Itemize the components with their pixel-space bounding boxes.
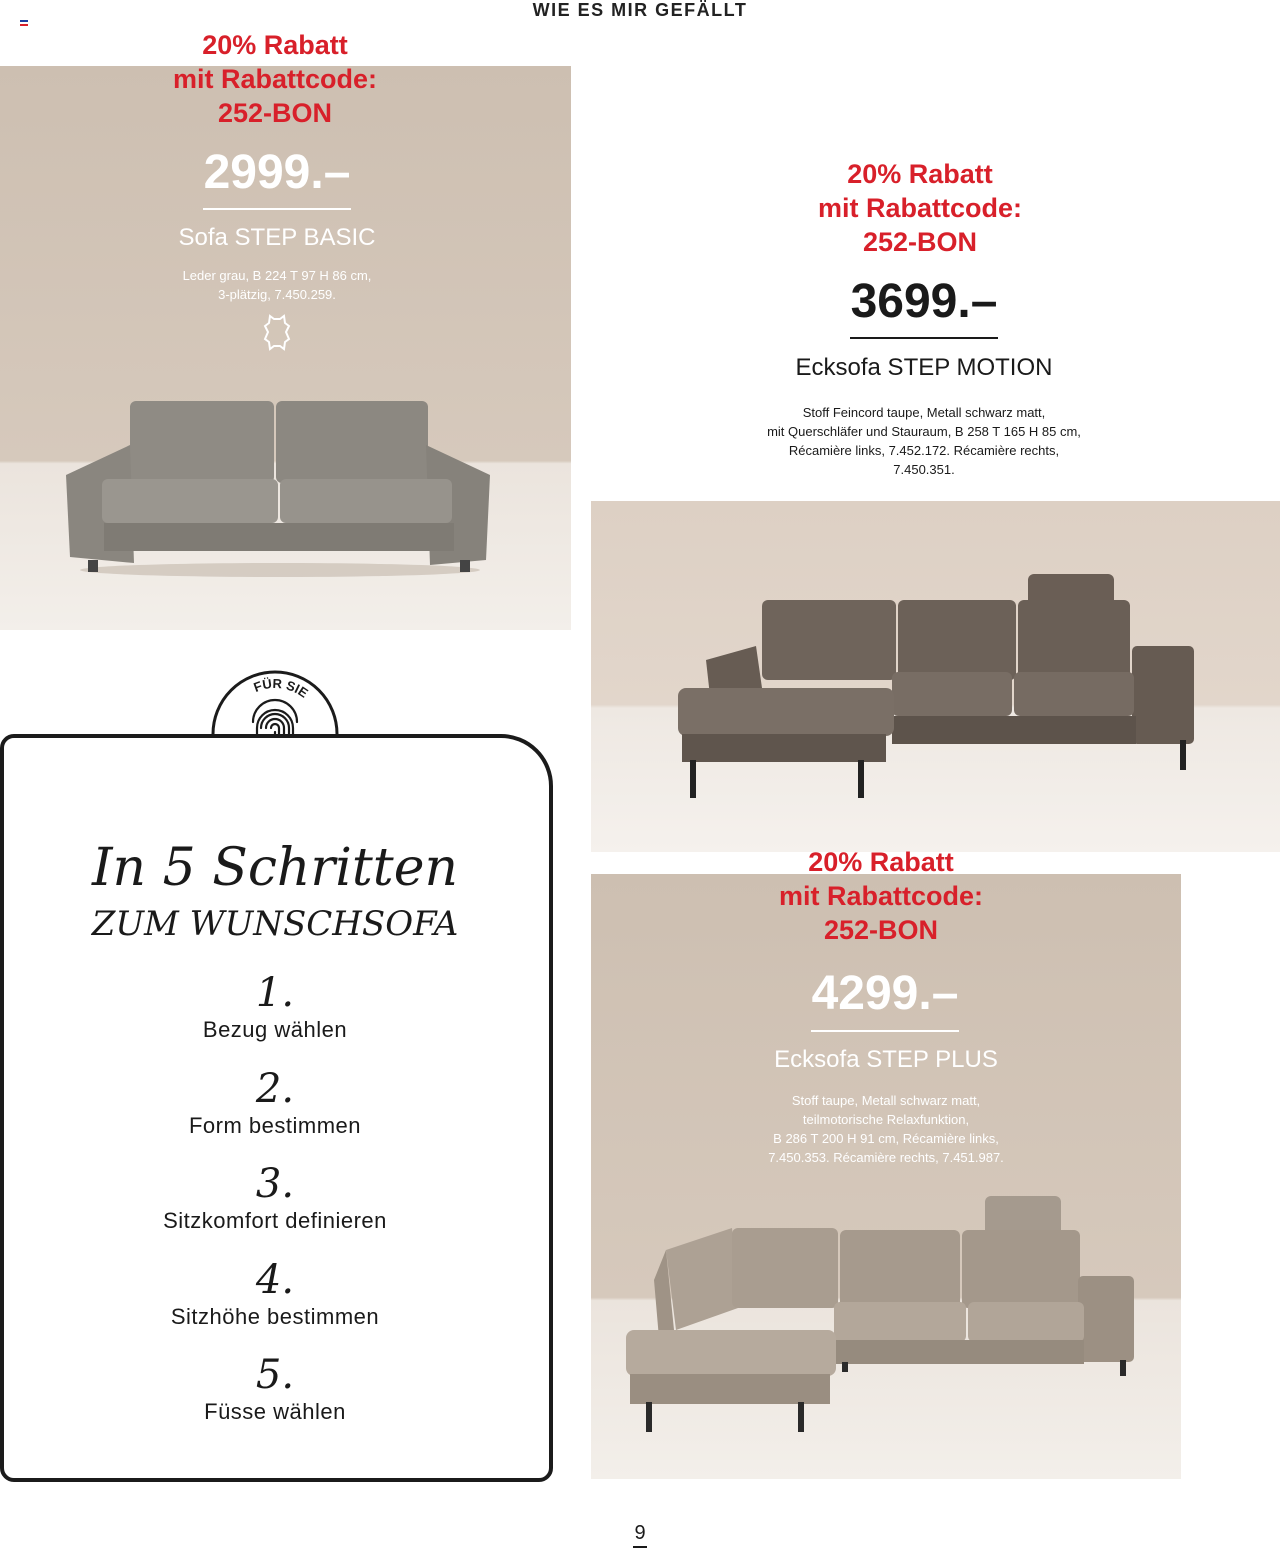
product-3-promo: 20% Rabatt mit Rabattcode: 252-BON (778, 847, 984, 945)
badge-line1: FÜR SIE (251, 675, 311, 701)
product-1-rule (203, 208, 351, 210)
product-2-price: 3699.– (850, 275, 998, 328)
steps-script-title: In 5 Schritten (92, 838, 458, 898)
step-1-label: Bezug wählen (202, 1017, 348, 1042)
product-3-name: Ecksofa STEP PLUS (774, 1046, 998, 1073)
product-1-desc: Leder grau, B 224 T 97 H 86 cm, 3-plätzig, 7.450.259. (182, 268, 372, 302)
step-1-number: 1. (255, 970, 295, 1016)
step-2-label: Form bestimmen (188, 1113, 362, 1138)
product-2-sofa-image (670, 570, 1200, 805)
product-2-desc: Stoff Feincord taupe, Metall schwarz matt, mit Querschläfer und Stauraum, B 258 T 165 H 85 cm, Récamière links, 7.452.172. Récamière rechts, 7.450.351. (767, 405, 1081, 477)
product-2-rule (850, 337, 998, 339)
step-4-number: 4. (255, 1257, 295, 1303)
step-3-label: Sitzkomfort definieren (163, 1208, 387, 1233)
product-2-name: Ecksofa STEP MOTION (795, 354, 1053, 381)
product-1-price: 2999.– (203, 146, 351, 199)
leather-icon (262, 313, 292, 353)
product-3-rule (811, 1030, 959, 1032)
step-5-number: 5. (255, 1352, 295, 1398)
product-3-sofa-image (620, 1190, 1140, 1440)
page-header: WIE ES MIR GEFÄLLT (532, 0, 748, 20)
page-number: 9 (634, 1522, 646, 1544)
product-1-sofa-image (60, 395, 500, 580)
step-2-number: 2. (255, 1066, 295, 1112)
step-4-label: Sitzhöhe bestimmen (170, 1304, 380, 1329)
product-1-name: Sofa STEP BASIC (178, 224, 376, 251)
product-1-promo: 20% Rabatt mit Rabattcode: 252-BON (172, 30, 378, 128)
product-2-promo: 20% Rabatt mit Rabattcode: 252-BON (817, 159, 1023, 257)
product-3-desc: Stoff taupe, Metall schwarz matt, teilmotorische Relaxfunktion, B 286 T 200 H 91 cm, Récamière links, 7.450.353. Récamière rechts, 7.451.987. (768, 1093, 1004, 1165)
product-3-price: 4299.– (811, 967, 959, 1020)
step-3-number: 3. (255, 1161, 295, 1207)
steps-subtitle: ZUM WUNSCHSOFA (91, 904, 459, 944)
step-5-label: Füsse wählen (204, 1399, 346, 1424)
